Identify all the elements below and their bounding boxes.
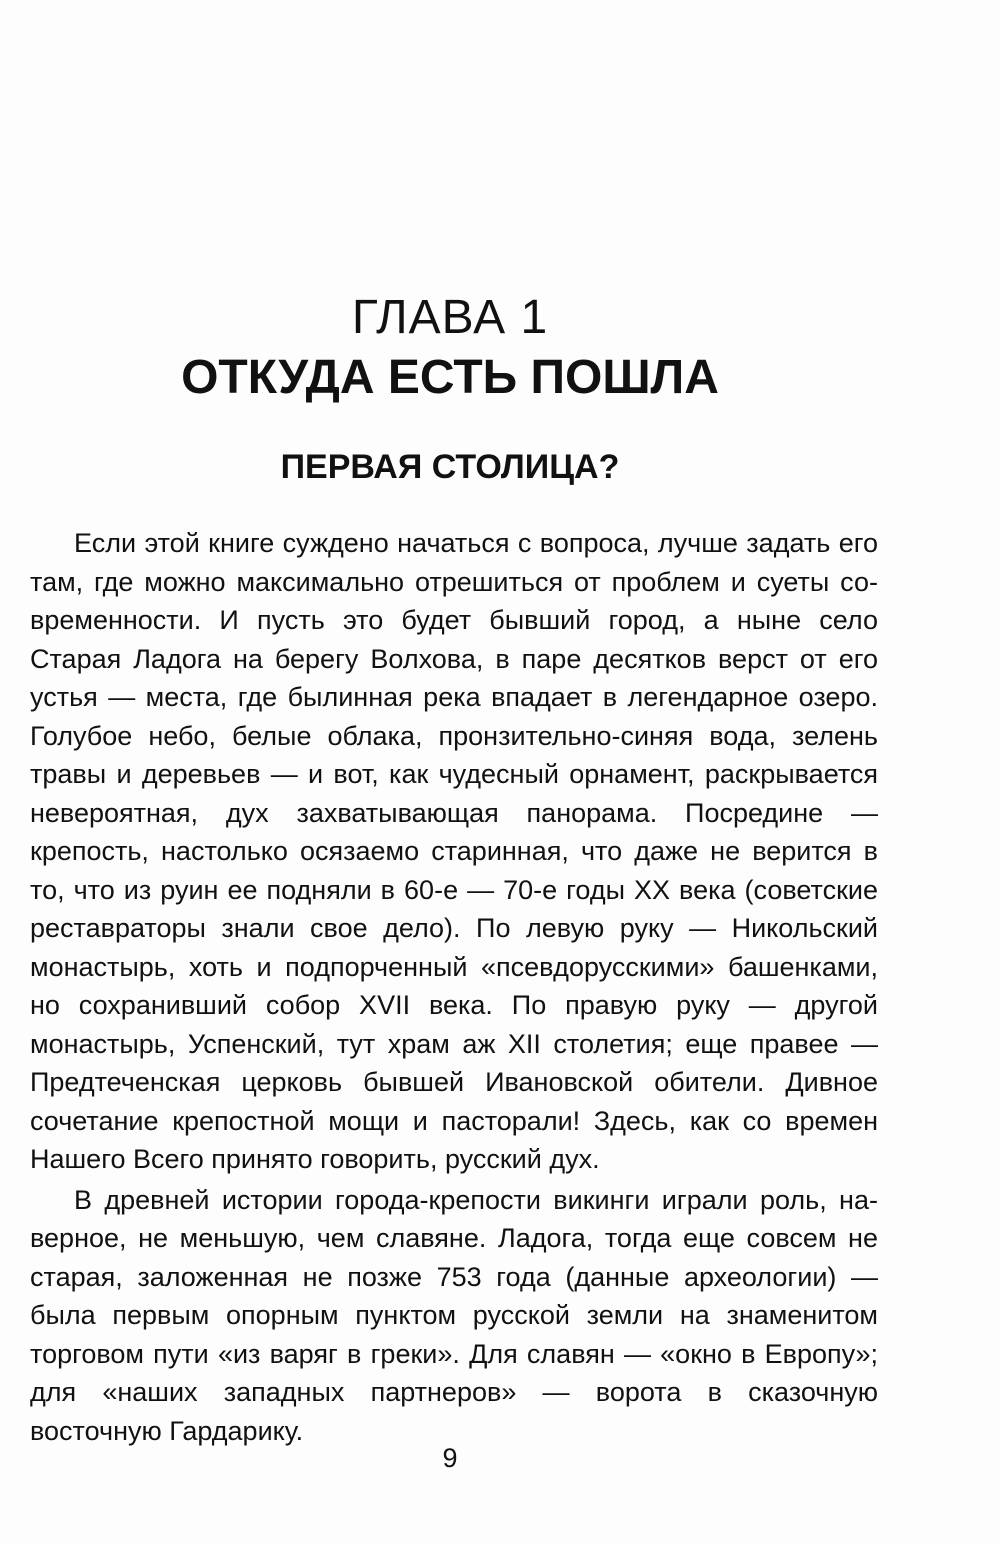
chapter-label: ГЛАВА 1 bbox=[351, 291, 549, 344]
chapter-title: ОТКУДА ЕСТЬ ПОШЛА bbox=[181, 351, 719, 404]
page-number: 9 bbox=[442, 1443, 458, 1473]
paragraph-2: В древней истории города-крепости викинги играли роль, наверное, не меньшую, чем славяне. Ладога, тогда еще совсем не старая, заложенная не позже 753 года (данные археологии) — была первым опорным пунктом русской земли на знаменитом торговом пути «из варяг в греки». Для славян — «окно в Европу»; для «наших западных партнеров» — ворота в сказочную восточную Гардарику. bbox=[30, 1184, 878, 1446]
section-title: ПЕРВАЯ СТОЛИЦА? bbox=[280, 448, 620, 486]
body-text bbox=[30, 524, 878, 1452]
paragraph-1: Если этой книге суждено начаться с вопроса, лучше задать его там, где можно максимально отрешиться от проблем и суеты современности. И пусть это будет бывший город, а ныне село Старая Ладога на берегу Волхова, в паре десятков верст от его устья — места, где былинная река впадает в легендарное озеро. Голубое небо, белые облака, пронзительно-синяя вода, зелень травы и деревьев — и вот, как чудесный орнамент, раскрывается невероятная, дух захватывающая панорама. Посредине — крепость, настолько осязаемо старинная, что даже не верится в то, что из руин ее подняли в 60-е — 70-е годы XX века (советские реставраторы знали свое дело). По левую руку — Никольский монастырь, хоть и подпорченный «псевдорусскими» башенками, но сохранивший собор XVII века. По правую руку — другой монастырь, Успенский, тут храм аж XII столетия; еще правее — Предтеченская церковь бывшей Ивановской обители. Дивное сочетание крепостной мощи и пасторали! Здесь, как со времен Нашего Всего принято говорить, русский дух. bbox=[30, 528, 878, 1174]
